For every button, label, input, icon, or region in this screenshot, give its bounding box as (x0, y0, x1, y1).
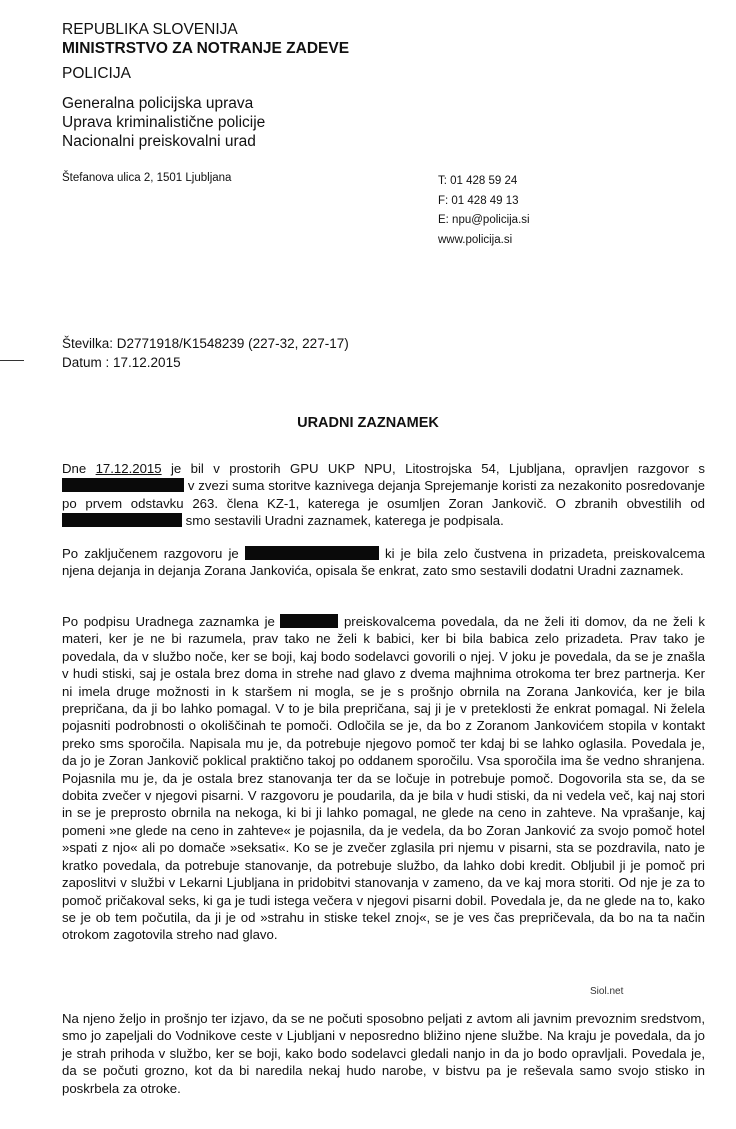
paragraph-3 (62, 613, 705, 944)
para2-text-a: Po zaključenem razgovoru je (62, 546, 245, 561)
letterhead (62, 20, 349, 151)
letterhead-unit3: Nacionalni preiskovalni urad (62, 133, 256, 150)
contact-fax: F: 01 428 49 13 (438, 194, 519, 207)
letterhead-ministry: MINISTRSTVO ZA NOTRANJE ZADEVE (62, 40, 350, 57)
para3-text-b: preiskovalcema povedala, da ne želi iti domov, da ne želi k materi, ker je ne bi razumela, prav tako ne želi k babici, ker bi bila babica zelo prizadeta. Prav tako je povedala, da v službo noče, ker se boji, kaj bodo sodelavci govorili o njej. V joku je povedala, da se je znašla v hudi stiski, saj je ostala brez doma in strehe nad glavo z dvema majhnima otrokoma ter brez partnerja. Ker ni imela druge možnosti in k staršem ni mogla, se je s prošnjo obrnila na Zorana Jankovića, ker je bila prepričana, da ji bo lahko pomagal. V to je bila prepričana, saj ji je v preteklosti že enkrat pomagal. Ni želela pojasniti podrobnosti o okoliščinah te pomoči. Odločila se je, da bo z Zoranom Jankovićem stopila v kontakt preko sms sporočila. Napisala mu je, da potrebuje njegovo pomoč ter kdaj bi se lahko oglasila. Povedala je, da jo je Zoran Jankovič poklical praktično takoj po oddanem sporočilu. Vsa sporočila ima še vedno shranjena. Pojasnila mu je, da je ostala brez stanovanja ter da se ločuje in potrebuje pomoč. Dogovorila sta se, da se dobita zvečer v njegovi pisarni. V razgovoru je poudarila, da je bila v hudi stiski, da ni vedela več, kaj naj stori in se je preprosto obrnila na nekoga, ki bi ji lahko pomagal, ne glede na ceno in zahteve. Na vprašanje, kaj pomeni »ne glede na ceno in zahteve« je pojasnila, da je vedela, da bo Zoran Janković za svojo pomoč hotel »spati z njo« ali po domače »seksati«. Ko se je zvečer zglasila pri njemu v pisarni, sta se pozdravila, nato je kratko povedala, da potrebuje stanovanje, da potrebuje službo, da lahko dobi kredit. Obljubil ji je pomoč pri zaposlitvi v službi v Lekarni Ljubljana in pridobitvi stanovanja v zameno, da ve kaj mora storiti. Od nje je za to pomoč pričakoval seks, ki ga je tudi istega večera v njegovi pisarni dobil. Povedala je, da ne glede na to, kako se je ob tem počutila, da ji je od »strahu in stiske tekel znoj«, se je ves čas prepričevala, da bo na ta način otrokom zagotovila streho nad glavo. (62, 614, 705, 943)
reference-date: Datum : 17.12.2015 (62, 355, 181, 370)
letterhead-police: POLICIJA (62, 65, 131, 82)
letterhead-unit1: Generalna policijska uprava (62, 95, 254, 112)
document-title: URADNI ZAZNAMEK (297, 415, 439, 431)
letterhead-unit2: Uprava kriminalistične policije (62, 114, 266, 131)
para3-text-a: Po podpisu Uradnega zaznamka je (62, 614, 281, 629)
letterhead-country: REPUBLIKA SLOVENIJA (62, 21, 238, 38)
para1-text-d: smo sestavili Uradni zaznamek, katerega je podpisala. (182, 513, 504, 529)
paragraph-1 (62, 460, 705, 530)
redaction-box (245, 546, 379, 560)
paragraph-4: Na njeno željo in prošnjo ter izjavo, da se ne počuti sposobno peljati z avtom ali javnim prevoznim sredstvom, smo jo zapeljali do Vodnikove ceste v Ljubljani v neposredno bližino njene službe. Na kraju je povedala, da jo je strah prihoda v službo, ker se boji, kako bodo sodelavci gledali nanjo in da jo bodo opravljali. Povedala je, da se počuti grozno, kot da bi naredila nekaj hudo narobe, v bistvu pa je reševala samo svojo stisko in poskrbela za otroke. (62, 1011, 705, 1096)
para1-text-b: je bil v prostorih GPU UKP NPU, Litostrojska 54, Ljubljana, opravljen razgovor s (161, 461, 705, 476)
redaction-box (62, 513, 182, 527)
paragraph-2 (62, 545, 705, 580)
contact-block (438, 172, 530, 250)
contact-web: www.policija.si (438, 233, 513, 246)
contact-tel: T: 01 428 59 24 (438, 175, 518, 187)
watermark: Siol.net (590, 986, 624, 997)
para1-date: 17.12.2015 (95, 461, 162, 476)
redaction-box (62, 478, 184, 492)
para1-text-a: Dne (62, 461, 96, 476)
reference-number: Številka: D2771918/K1548239 (227-32, 227-17) (62, 336, 349, 351)
para1-text-c: v zvezi suma storitve kaznivega dejanja Sprejemanje koristi za nezakonito posredovanje po prvem odstavku 263. člena KZ-1, katerega je osumljen Zoran Jankovič. O zbranih obvestilih od (62, 478, 705, 511)
contact-email: E: npu@policija.si (438, 214, 530, 226)
redaction-box (280, 614, 338, 628)
para2-text-b: ki je bila zelo čustvena in prizadeta, preiskovalcema njena dejanja in dejanja Zorana Jankovića, opisala še enkrat, zato smo sestavili dodatni Uradni zaznamek. (62, 546, 705, 579)
address: Štefanova ulica 2, 1501 Ljubljana (62, 172, 232, 184)
margin-dash (0, 360, 24, 361)
reference-block (62, 334, 349, 372)
